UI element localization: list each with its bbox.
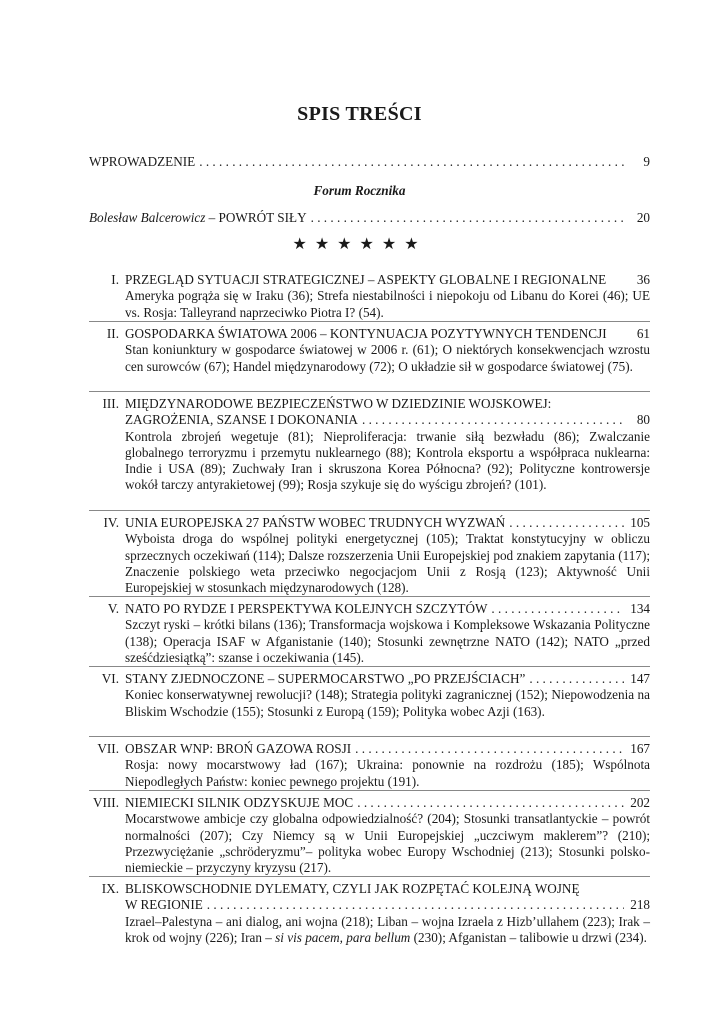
toc-entry-forum[interactable] bbox=[89, 209, 650, 226]
toc-entry-intro[interactable] bbox=[89, 153, 650, 170]
forum-author: Bolesław Balcerowicz bbox=[89, 210, 206, 225]
chapter-heading: STANY ZJEDNOCZONE – SUPERMOCARSTWO „PO PRZEJŚCIACH” bbox=[125, 671, 526, 686]
chapter-description: Wyboista droga do wspólnej polityki energetycznej (105); Traktat konstytucyjny w obliczu sprzecznych oczekiwań (114); Dalsze rozszerzenia Unii Europejskiej pod znakiem zapytania (117); Znaczenie polskiego weta przeciwko negocjacjom Unii z Rosją (123); Aktywność Unii Europejskiej w stosunkach międzynarodowych (128). bbox=[125, 531, 650, 596]
divider bbox=[89, 321, 650, 322]
chapter-heading: MIĘDZYNARODOWE BEZPIECZEŃSTWO W DZIEDZINIE WOJSKOWEJ: bbox=[125, 396, 552, 411]
intro-page: 9 bbox=[643, 154, 650, 169]
chapter-page: 36 bbox=[636, 272, 650, 287]
chapter-number: IX. bbox=[101, 881, 119, 896]
chapter-page: 134 bbox=[630, 601, 650, 616]
chapter-description: Ameryka pogrąża się w Iraku (36); Strefa niestabilności i niepokoju od Libanu do Korei (46); UE vs. Rosja: Talleyrand naprzeciwko Piotra I? (54). bbox=[125, 288, 650, 320]
chapter-description: Kontrola zbrojeń wegetuje (81); Nieproliferacja: trwanie siłą bezwładu (86); Zwalczanie globalnego terroryzmu i przemytu nuklearnego (88); Kontrola eksportu a współpraca nuklearna: Indie i USA (89); Zuchwały Iran i skruszona Korea Północna? (92); Polityczne kontrowersje wokół tarczy antyrakietowej (99); Rosja szykuje się do wyścigu zbrojeń? (101). bbox=[125, 428, 650, 493]
chapter-number: I. bbox=[111, 272, 119, 287]
chapter-heading: UNIA EUROPEJSKA 27 PAŃSTW WOBEC TRUDNYCH WYZWAŃ bbox=[125, 515, 506, 530]
toc-chapter[interactable] bbox=[89, 601, 650, 666]
chapter-heading: NATO PO RYDZE I PERSPEKTYWA KOLEJNYCH SZCZYTÓW bbox=[125, 601, 488, 616]
chapter-number: V. bbox=[107, 601, 119, 616]
chapter-number: VI. bbox=[101, 671, 119, 686]
chapter-heading-line2: W REGIONIE bbox=[125, 897, 203, 913]
toc-chapter[interactable] bbox=[89, 671, 650, 720]
chapter-page: 147 bbox=[630, 671, 650, 686]
leader-dots bbox=[357, 795, 624, 811]
leader-dots bbox=[199, 153, 624, 170]
toc-chapter[interactable] bbox=[89, 396, 650, 494]
chapter-page: 61 bbox=[636, 326, 650, 341]
chapter-page: 202 bbox=[630, 795, 650, 810]
divider bbox=[89, 876, 650, 877]
chapter-number: VII. bbox=[97, 741, 119, 756]
chapter-page: 167 bbox=[630, 741, 650, 756]
intro-label: WPROWADZENIE bbox=[89, 154, 196, 169]
toc-chapter[interactable] bbox=[89, 326, 650, 375]
divider bbox=[89, 391, 650, 392]
chapter-heading: NIEMIECKI SILNIK ODZYSKUJE MOC bbox=[125, 795, 354, 810]
toc-chapter[interactable] bbox=[89, 795, 650, 876]
chapter-number: VIII. bbox=[93, 795, 119, 810]
chapter-page: 218 bbox=[630, 897, 650, 913]
chapter-description: Mocarstwowe ambicje czy globalna odpowiedzialność? (204); Stosunki transatlantyckie – powrót normalności (207); Czy Niemcy są w Unii Europejskiej „uczciwym maklerem”? (210); Przezwyciężanie „schröderyzmu”– polityka wobec Europy Wschodniej (213); Stosunki polsko-niemieckie – przyczyny kryzysu (217). bbox=[125, 811, 650, 876]
description-text: (230); Afganistan – talibowie u drzwi (234). bbox=[410, 929, 647, 945]
chapter-description: Szczyt ryski – krótki bilans (136); Transformacja wojskowa i Kompleksowe Wskazania Polityczne (138); Operacja ISAF w Afganistanie (140); Stosunki zewnętrzne NATO (142); NATO „przed sześćdziesiątką”: szanse i oczekiwania (145). bbox=[125, 617, 650, 665]
star-divider: ★★★★★★ bbox=[292, 236, 427, 253]
chapter-description: Koniec konserwatywnej rewolucji? (148); Strategia polityki zagranicznej (152); Niepowodzenia na Bliskim Wschodzie (155); Stosunki z Europą (159); Polityka wobec Azji (163). bbox=[125, 687, 650, 719]
divider bbox=[89, 736, 650, 737]
chapter-number: III. bbox=[102, 396, 119, 411]
page-title: SPIS TREŚCI bbox=[297, 103, 422, 125]
chapter-heading: OBSZAR WNP: BROŃ GAZOWA ROSJI bbox=[125, 741, 352, 756]
divider bbox=[89, 666, 650, 667]
description-text: Izrael–Palestyna – ani dialog, ani wojna (218); Liban – wojna Izraela z Hizb’ullahem (223); Irak – krok od wojny (226); Iran – bbox=[125, 913, 650, 945]
chapter-description bbox=[125, 914, 650, 947]
chapter-number: IV. bbox=[103, 515, 119, 530]
chapter-page: 80 bbox=[636, 412, 650, 428]
toc-chapter[interactable] bbox=[89, 741, 650, 790]
description-italic: si vis pacem, para bellum bbox=[275, 929, 411, 945]
forum-heading: Forum Rocznika bbox=[313, 183, 406, 198]
leader-dots bbox=[362, 412, 624, 428]
divider bbox=[89, 596, 650, 597]
toc-chapter[interactable] bbox=[89, 515, 650, 596]
chapter-page: 105 bbox=[630, 515, 650, 530]
chapter-heading: GOSPODARKA ŚWIATOWA 2006 – KONTYNUACJA POZYTYWNYCH TENDENCJI bbox=[125, 326, 607, 341]
divider bbox=[89, 510, 650, 511]
chapter-description: Rosja: nowy mocarstwowy ład (167); Ukraina: ponownie na rozdrożu (185); Wspólnota Niepodległych Państw: koniec pewnego projektu (191). bbox=[125, 757, 650, 789]
chapter-heading: PRZEGLĄD SYTUACJI STRATEGICZNEJ – ASPEKTY GLOBALNE I REGIONALNE bbox=[125, 272, 607, 287]
leader-dots bbox=[491, 601, 624, 617]
leader-dots bbox=[529, 671, 624, 687]
leader-dots bbox=[207, 897, 624, 913]
toc-chapter[interactable] bbox=[89, 881, 650, 946]
forum-label: – POWRÓT SIŁY bbox=[205, 210, 307, 225]
chapter-number: II. bbox=[106, 326, 119, 341]
chapter-heading: BLISKOWSCHODNIE DYLEMATY, CZYLI JAK ROZPĘTAĆ KOLEJNĄ WOJNĘ bbox=[125, 881, 580, 896]
toc-chapter[interactable] bbox=[89, 272, 650, 321]
leader-dots bbox=[311, 209, 624, 226]
divider bbox=[89, 790, 650, 791]
leader-dots bbox=[509, 515, 624, 531]
chapter-heading-line2: ZAGROŻENIA, SZANSE I DOKONANIA bbox=[125, 412, 358, 428]
chapter-description: Stan koniunktury w gospodarce światowej w 2006 r. (61); O niektórych konsekwencjach wzrostu cen surowców (67); Handel międzynarodowy (72); O układzie sił w gospodarce światowej (75). bbox=[125, 342, 650, 374]
forum-page: 20 bbox=[636, 210, 650, 225]
leader-dots bbox=[355, 741, 624, 757]
